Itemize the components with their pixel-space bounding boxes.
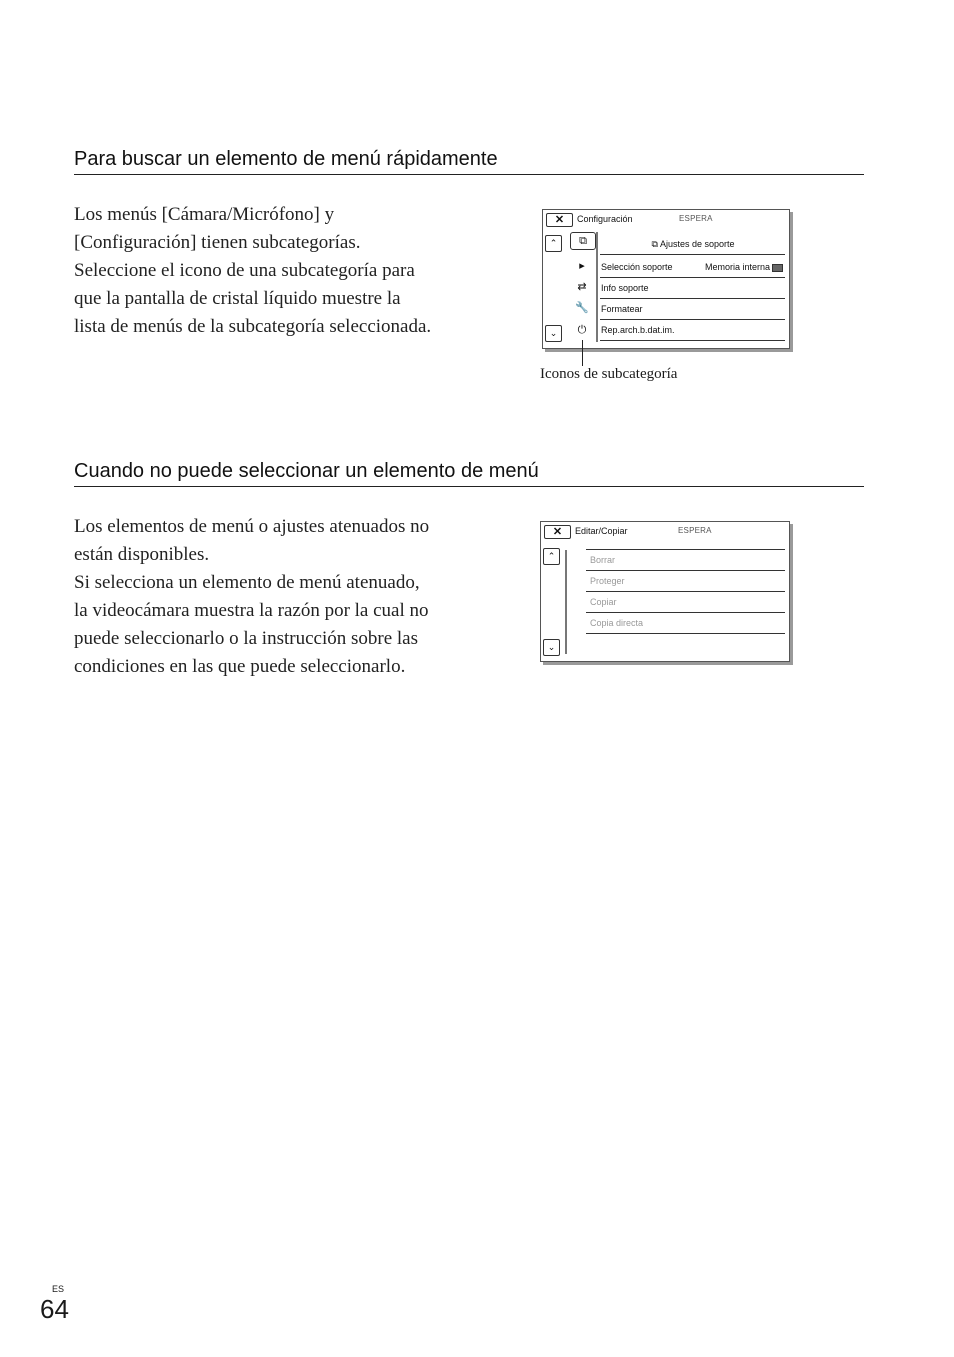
subcategory-icons-caption: Iconos de subcategoría (540, 366, 678, 382)
subcategory-heading-label: Ajustes de soporte (659, 239, 735, 249)
menu-item-label: Formatear (601, 304, 643, 314)
body-line: lista de menús de la subcategoría seleccionada. (74, 316, 432, 337)
playback-icon[interactable]: ▸ (579, 260, 585, 272)
scroll-down-button[interactable]: ⌄ (543, 639, 560, 656)
body-line: que la pantalla de cristal líquido muestre la (74, 288, 401, 309)
language-code: ES (52, 1284, 65, 1294)
menu-item-media-select[interactable] (600, 257, 785, 278)
body-line: Si selecciona un elemento de menú atenuado, (74, 572, 420, 593)
caption-leader-line (582, 340, 583, 366)
section-heading-unavailable-item: Cuando no puede seleccionar un elemento de menú (74, 460, 864, 487)
clock-icon[interactable]: ⏻ (577, 324, 587, 336)
body-line: condiciones en las que puede seleccionarlo. (74, 656, 406, 677)
menu-item-protect-disabled[interactable]: Proteger (586, 570, 785, 591)
menu-title: Editar/Copiar (575, 526, 628, 536)
body-line: Los menús [Cámara/Micrófono] y (74, 204, 335, 225)
media-settings-icon: ⧉ (651, 239, 658, 249)
settings-menu-screen (542, 209, 790, 349)
body-line: puede seleccionarlo o la instrucción sobre las (74, 628, 418, 649)
internal-memory-icon (772, 264, 783, 272)
body-line: Los elementos de menú o ajustes atenuados no (74, 516, 430, 537)
status-text: ESPERA (679, 214, 713, 223)
body-line: Seleccione el icono de una subcategoría para (74, 260, 415, 281)
scroll-down-button[interactable]: ⌄ (545, 325, 562, 342)
menu-title: Configuración (577, 214, 633, 224)
section-heading-quick-search: Para buscar un elemento de menú rápidamente (74, 148, 864, 175)
menu-item-value-text: Memoria interna (704, 262, 770, 272)
title-bar (543, 210, 789, 228)
connection-icon[interactable]: ⇄ (577, 281, 587, 293)
media-settings-icon[interactable]: ⧉ (570, 232, 596, 250)
subcategory-divider (596, 232, 598, 342)
menu-item-direct-copy-disabled[interactable]: Copia directa (586, 612, 785, 634)
status-text: ESPERA (678, 526, 712, 535)
scroll-up-button[interactable]: ⌃ (545, 235, 562, 252)
menu-item-format[interactable] (600, 299, 785, 320)
title-bar (541, 522, 789, 540)
menu-item-repair-db[interactable] (600, 320, 785, 341)
page-number: 64 (40, 1294, 69, 1324)
scroll-up-button[interactable]: ⌃ (543, 548, 560, 565)
wrench-icon[interactable]: 🔧 (575, 302, 589, 314)
body-line: [Configuración] tienen subcategorías. (74, 232, 361, 253)
menu-item-label: Rep.arch.b.dat.im. (601, 325, 675, 335)
menu-item-label: Info soporte (601, 283, 649, 293)
body-line: la videocámara muestra la razón por la cual no (74, 600, 429, 621)
subcategory-heading (600, 234, 785, 255)
body-line: están disponibles. (74, 544, 210, 565)
scroll-track (565, 550, 567, 654)
menu-item-label: Selección soporte (601, 262, 673, 272)
close-button[interactable]: ✕ (546, 213, 573, 227)
section-body-quick-search (74, 201, 494, 341)
section-body-unavailable-item (74, 513, 494, 681)
edit-copy-menu-screen (540, 521, 790, 662)
menu-item-delete-disabled[interactable]: Borrar (586, 549, 785, 570)
menu-item-copy-disabled[interactable]: Copiar (586, 591, 785, 612)
close-button[interactable]: ✕ (544, 525, 571, 539)
menu-item-value (705, 257, 783, 277)
menu-item-media-info[interactable] (600, 278, 785, 299)
